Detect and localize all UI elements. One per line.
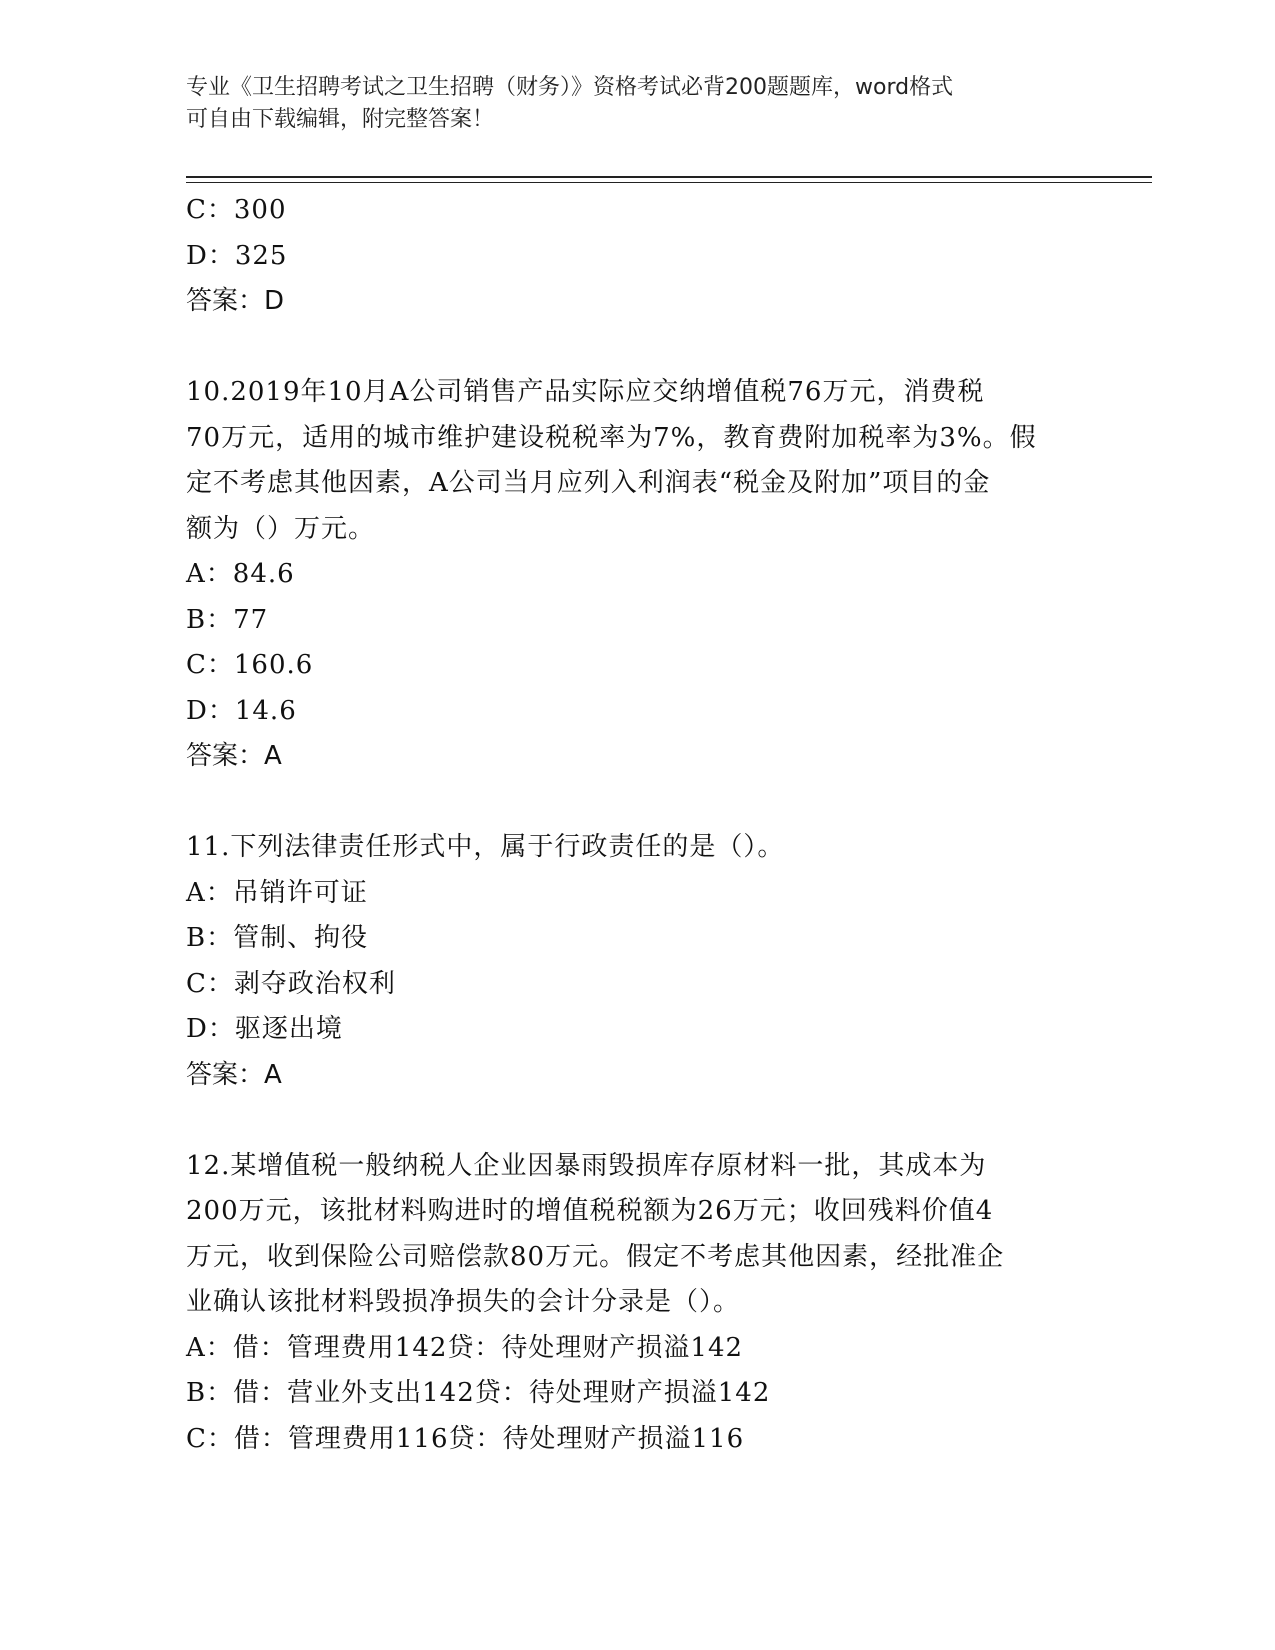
spacer (186, 780, 1086, 826)
option-c: C：剥夺政治权利 (186, 968, 396, 999)
question-list (186, 188, 1086, 1462)
option-c: C：160.6 (186, 650, 314, 680)
option-d: D：325 (186, 240, 288, 271)
question-stem-line: 70万元，适用的城市维护建设税税率为7%，教育费附加税率为3%。假 (186, 422, 1037, 453)
question-stem-line: 业确认该批材料毁损净损失的会计分录是（）。 (186, 1287, 741, 1317)
question-12 (186, 1144, 1086, 1463)
question-stem-line: 万元，收到保险公司赔偿款80万元。假定不考虑其他因素，经批准企 (186, 1241, 1005, 1272)
question-stem-line: 12.某增值税一般纳税人企业因暴雨毁损库存原材料一批，其成本为 (186, 1150, 987, 1181)
option-a: A：借：管理费用142贷：待处理财产损溢142 (186, 1332, 744, 1363)
page-header (186, 72, 1086, 136)
question-stem-line: 额为（）万元。 (186, 513, 376, 544)
option-d: D：14.6 (186, 695, 297, 726)
question-9-tail (186, 188, 1086, 325)
header-divider-thin (186, 182, 1152, 183)
option-a: A：84.6 (186, 559, 295, 589)
option-b: B：77 (186, 604, 269, 635)
header-divider-thick (186, 176, 1152, 178)
question-10 (186, 370, 1086, 780)
spacer (186, 325, 1086, 371)
option-a: A：吊销许可证 (186, 877, 368, 908)
header-line-2: 可自由下载编辑，附完整答案！ (186, 107, 495, 132)
answer-line: 答案：A (186, 741, 282, 771)
option-d: D：驱逐出境 (186, 1014, 343, 1044)
answer-line: 答案：A (186, 1059, 282, 1090)
question-stem-line: 11.下列法律责任形式中，属于行政责任的是（）。 (186, 832, 785, 862)
header-line-1: 专业《卫生招聘考试之卫生招聘（财务）》资格考试必背200题题库，word格式 (186, 75, 954, 100)
answer-line: 答案：D (186, 286, 285, 316)
option-c: C：300 (186, 195, 287, 225)
option-c: C：借：管理费用116贷：待处理财产损溢116 (186, 1423, 745, 1454)
spacer (186, 1098, 1086, 1144)
question-stem-line: 10.2019年10月A公司销售产品实际应交纳增值税76万元，消费税 (186, 377, 985, 407)
option-b: B：借：营业外支出142贷：待处理财产损溢142 (186, 1378, 771, 1408)
option-b: B：管制、拘役 (186, 923, 369, 953)
question-stem-line: 200万元，该批材料购进时的增值税税额为26万元；收回残料价值4 (186, 1196, 994, 1226)
question-stem-line: 定不考虑其他因素，A公司当月应列入利润表“税金及附加”项目的金 (186, 468, 991, 498)
question-11 (186, 825, 1086, 1098)
